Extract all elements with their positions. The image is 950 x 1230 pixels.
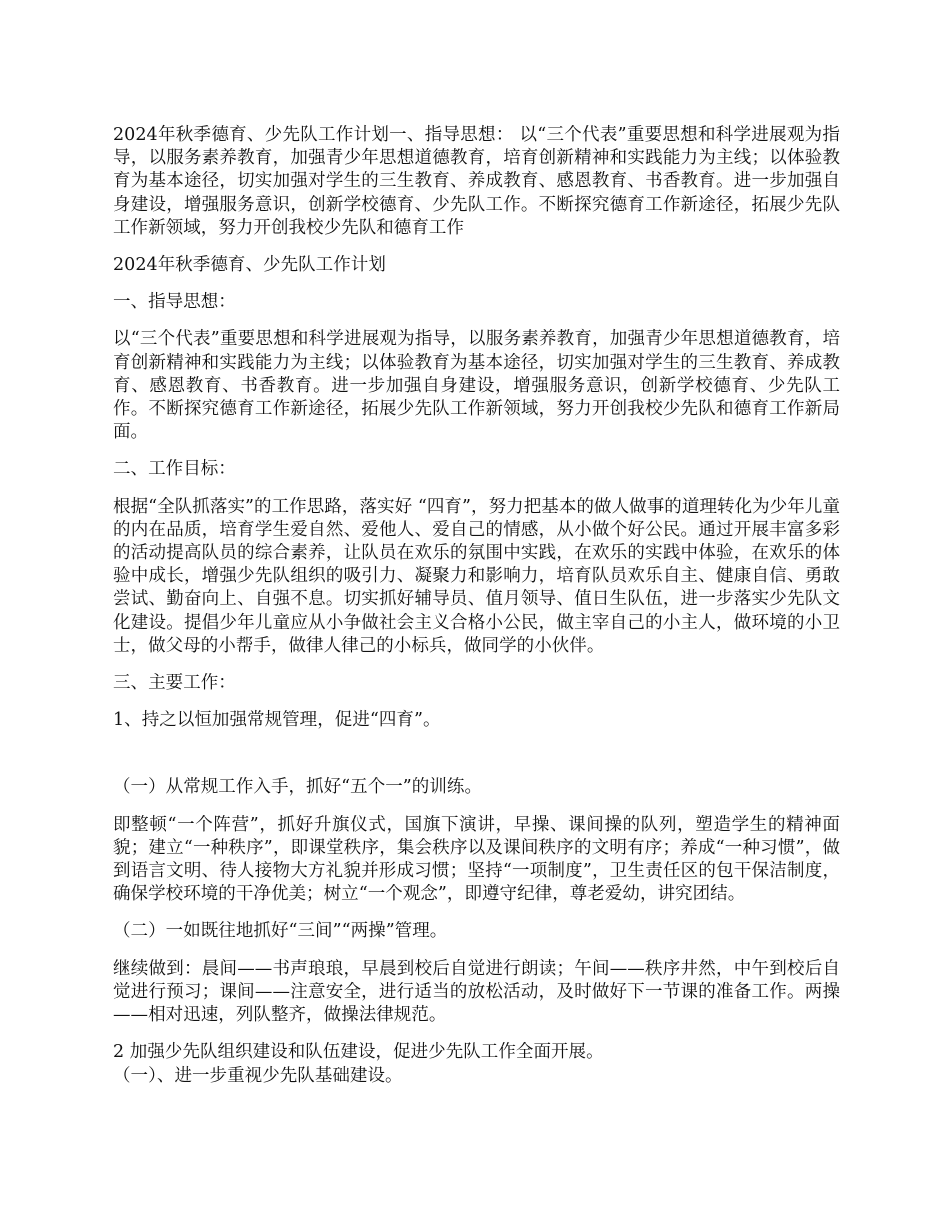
- item-1-sub-1-heading: （一）从常规工作入手，抓好“五个一”的训练。: [113, 777, 482, 798]
- section-3-heading: 三、主要工作：: [113, 673, 236, 694]
- document-page: [113, 124, 840, 1088]
- section-2-heading: 二、工作目标：: [113, 459, 236, 480]
- section-1-body: 以“三个代表”重要思想和科学进展观为指导，以服务素养教育，加强青少年思想道德教育，培育创新精神和实践能力为主线；以体验教育为基本途径，切实加强对学生的三生教育、养成教育、感恩教育、书香教育。进一步加强自身建设，增强服务意识，创新学校德育、少先队工作。不断探究德育工作新途径，拓展少先队工作新领域，努力开创我校少先队和德育工作新局面。: [113, 329, 840, 443]
- intro-paragraph: 2024年秋季德育、少先队工作计划一、指导思想： 以“三个代表”重要思想和科学进展观为指导，以服务素养教育，加强青少年思想道德教育，培育创新精神和实践能力为主线；以体验教育为基本途径，切实加强对学生的三生教育、养成教育、感恩教育、书香教育。进一步加强自身建设，增强服务意识，创新学校德育、少先队工作。不断探究德育工作新途径，拓展少先队工作新领域，努力开创我校少先队和德育工作: [113, 125, 840, 238]
- document-title: 2024年秋季德育、少先队工作计划: [113, 255, 386, 276]
- section-1-heading: 一、指导思想：: [113, 292, 236, 313]
- item-2-heading: 2 加强少先队组织建设和队伍建设，促进少先队工作全面开展。: [113, 1042, 604, 1063]
- item-2-sub-1-heading: （一）、进一步重视少先队基础建设。: [113, 1065, 403, 1086]
- item-1-heading: 1、持之以恒加强常规管理，促进“四育”。: [113, 710, 441, 731]
- item-1-sub-1-body: 即整顿“一个阵营”，抓好升旗仪式，国旗下演讲，早操、课间操的队列，塑造学生的精神面貌；建立“一种秩序”，即课堂秩序，集会秩序以及课间秩序的文明有序；养成“一种习惯”，做到语言文明、待人接物大方礼貌并形成习惯；坚持“一项制度”，卫生责任区的包干保洁制度，确保学校环境的干净优美；树立“一个观念”，即遵守纪律，尊老爱幼，讲究团结。: [113, 814, 840, 905]
- item-1-sub-2-body: 继续做到：晨间——书声琅琅，早晨到校后自觉进行朗读；午间——秩序井然，中午到校后自觉进行预习；课间——注意安全，进行适当的放松活动，及时做好下一节课的准备工作。两操——相对迅速，列队整齐，做操法律规范。: [113, 958, 840, 1026]
- section-2-body: 根据“全队抓落实”的工作思路，落实好 “四育”，努力把基本的做人做事的道理转化为少年儿童的内在品质，培育学生爱自然、爱他人、爱自己的情感，从小做个好公民。通过开展丰富多彩的活动提高队员的综合素养，让队员在欢乐的氛围中实践，在欢乐的实践中体验，在欢乐的体验中成长，增强少先队组织的吸引力、凝聚力和影响力，培育队员欢乐自主、健康自信、勇敢尝试、勤奋向上、自强不息。切实抓好辅导员、值月领导、值日生队伍，进一步落实少先队文化建设。提倡少年儿童应从小争做社会主义合格小公民，做主宰自己的小主人，做环境的小卫士，做父母的小帮手，做律人律己的小标兵，做同学的小伙伴。: [113, 496, 840, 656]
- item-1-sub-2-heading: （二）一如既往地抓好“三间”“两操”管理。: [113, 921, 448, 942]
